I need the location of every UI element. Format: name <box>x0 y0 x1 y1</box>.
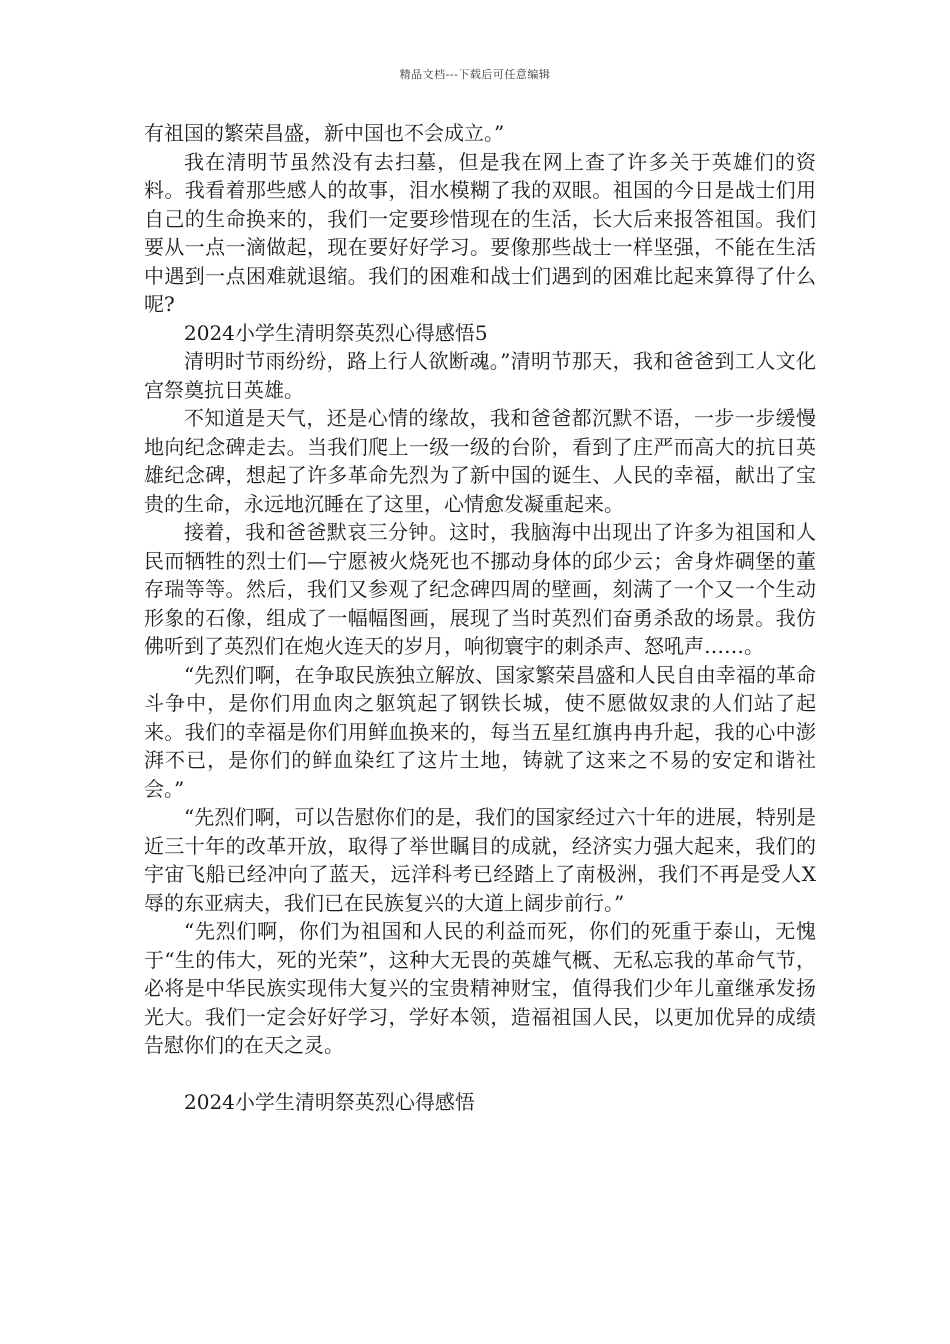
paragraph-3: 清明时节雨纷纷，路上行人欲断魂。”清明节那天，我和爸爸到工人文化宫祭奠抗日英雄。 <box>144 349 816 402</box>
footer-heading: 2024小学生清明祭英烈心得感悟 <box>184 1089 475 1114</box>
document-body <box>144 119 816 1116</box>
paragraph-6: “先烈们啊，在争取民族独立解放、国家繁荣昌盛和人民自由幸福的革命斗争中，是你们用血肉之躯筑起了钢铁长城，使不愿做奴隶的人们站了起来。我们的幸福是你们用鲜血换来的，每当五星红旗冉冉升起，我的心中澎湃不已，是你们的鲜血染红了这片土地，铸就了这来之不易的安定和谐社会。” <box>144 662 816 801</box>
paragraph-7: “先烈们啊，可以告慰你们的是，我们的国家经过六十年的进展，特别是近三十年的改革开放，取得了举世瞩目的成就，经济实力强大起来，我们的宇宙飞船已经冲向了蓝天，远洋科考已经踏上了南极洲，我们不再是受人X辱的东亚病夫，我们已在民族复兴的大道上阔步前行。” <box>144 805 816 915</box>
paragraph-4: 不知道是天气，还是心情的缘故，我和爸爸都沉默不语，一步一步缓慢地向纪念碑走去。当我们爬上一级一级的台阶，看到了庄严而高大的抗日英雄纪念碑，想起了许多革命先烈为了新中国的诞生、人民的幸福，献出了宝贵的生命，永远地沉睡在了这里，心情愈发凝重起来。 <box>144 406 816 516</box>
page-header: 精品文档---下载后可任意编辑 <box>399 68 551 81</box>
paragraph-1: 有祖国的繁荣昌盛，新中国也不会成立。” <box>144 121 505 145</box>
paragraph-8: “先烈们啊，你们为祖国和人民的利益而死，你们的死重于泰山，无愧于“生的伟大，死的光荣”，这种大无畏的英雄气概、无私忘我的革命气节，必将是中华民族实现伟大复兴的宝贵精神财宝，值得我们少年儿童继承发扬光大。我们一定会好好学习，学好本领，造福祖国人民，以更加优异的成绩告慰你们的在天之灵。 <box>144 919 816 1057</box>
paragraph-5: 接着，我和爸爸默哀三分钟。这时，我脑海中出现出了许多为祖国和人民而牺牲的烈士们—宁愿被火烧死也不挪动身体的邱少云；舍身炸碉堡的董存瑞等等。然后，我们又参观了纪念碑四周的壁画，刻满了一个又一个生动形象的石像，组成了一幅幅图画，展现了当时英烈们奋勇杀敌的场景。我仿佛听到了英烈们在炮火连天的岁月，响彻寰宇的刺杀声、怒吼声……。 <box>144 520 816 658</box>
paragraph-2: 我在清明节虽然没有去扫墓，但是我在网上查了许多关于英雄们的资料。我看着那些感人的故事，泪水模糊了我的双眼。祖国的今日是战士们用自己的生命换来的，我们一定要珍惜现在的生活，长大后来报答祖国。我们要从一点一滴做起，现在要好好学习。要像那些战士一样坚强，不能在生活中遇到一点困难就退缩。我们的困难和战士们遇到的困难比起来算得了什么呢? <box>144 149 816 316</box>
section-heading-5: 2024小学生清明祭英烈心得感悟5 <box>184 320 488 345</box>
